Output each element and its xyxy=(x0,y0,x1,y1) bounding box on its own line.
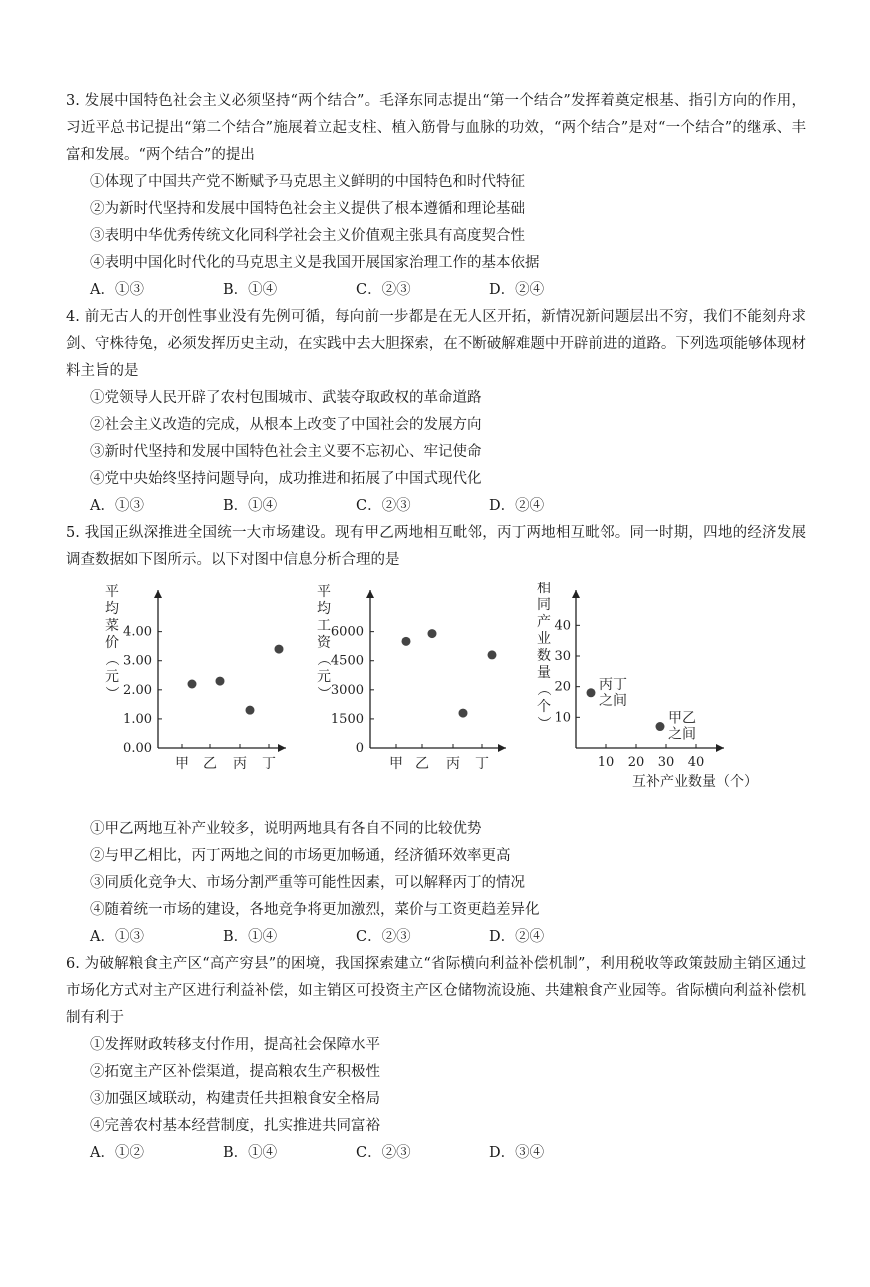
question-text: 前无古人的开创性事业没有先例可循，每向前一步都是在无人区开拓，新情况新问题层出不穷，我们不能刻舟求剑、守株待兔，必须发挥历史主动，在实践中去大胆探索，在不断破解难题中开辟前进的道路。下列选项能够体现材料主旨的是 xyxy=(66,309,807,379)
question-6 xyxy=(66,951,806,1167)
answer-choices xyxy=(66,493,806,520)
industry-chart-ylabel-char: 数 xyxy=(537,648,551,664)
price-chart-y-tick-label: 0.00 xyxy=(123,741,152,756)
industry-chart-point-label: 之间 xyxy=(599,692,627,709)
industry-chart-ylabel-char: 量 xyxy=(537,665,551,681)
industry-chart-x-tick-label: 40 xyxy=(687,755,705,770)
wage-chart-x-tick-label: 乙 xyxy=(415,756,429,772)
price-chart-point xyxy=(246,706,255,715)
choice-d[interactable]: D．②④ xyxy=(489,929,545,945)
question-4 xyxy=(66,304,806,520)
wage-chart-ylabel-char: ） xyxy=(315,686,331,700)
wage-chart-y-tick-label: 1500 xyxy=(330,711,364,727)
choice-c[interactable]: C．②③ xyxy=(356,498,411,514)
option-2: ②社会主义改造的完成，从根本上改变了中国社会的发展方向 xyxy=(90,417,482,433)
wage-chart-y-tick-label: 0 xyxy=(355,741,364,756)
wage-chart-y-tick-label: 3000 xyxy=(330,682,364,698)
price-chart-ylabel-char: 平 xyxy=(105,584,119,600)
wage-chart-y-tick-label: 4500 xyxy=(330,653,364,669)
wage-chart-x-tick-label: 丙 xyxy=(446,756,460,772)
price-chart-x-arrow xyxy=(278,744,286,752)
option-2: ②与甲乙相比，丙丁两地之间的市场更加畅通，经济循环效率更高 xyxy=(90,848,511,864)
question-number: 5. xyxy=(66,525,80,541)
industry-chart-ylabel-char: 相 xyxy=(537,582,551,596)
option-3: ③新时代坚持和发展中国特色社会主义要不忘初心、牢记使命 xyxy=(90,444,482,460)
price-chart-point xyxy=(216,677,225,686)
choice-a[interactable]: A．①② xyxy=(90,1145,144,1161)
price-chart-ylabel-char: ） xyxy=(103,686,119,700)
choice-c[interactable]: C．②③ xyxy=(356,929,411,945)
industry-chart-x-tick-label: 10 xyxy=(597,755,615,770)
industry-chart-y-tick-label: 10 xyxy=(554,710,571,726)
industry-chart-ylabel-char: （ xyxy=(535,682,551,696)
wage-chart-x-tick-label: 甲 xyxy=(389,756,403,772)
option-4: ④党中央始终坚持问题导向，成功推进和拓展了中国式现代化 xyxy=(90,471,482,487)
question-number: 3. xyxy=(66,93,80,109)
wage-chart-ylabel-char: 工 xyxy=(317,618,331,634)
price-chart-point xyxy=(188,680,197,689)
industry-chart-point xyxy=(587,688,596,697)
industry-chart-ylabel-char: 同 xyxy=(537,597,551,613)
industry-chart-point-label: 丙丁 xyxy=(599,676,627,693)
exam-page xyxy=(66,88,806,1167)
choice-b[interactable]: B．①④ xyxy=(223,282,278,298)
price-chart-y-tick-label: 2.00 xyxy=(123,682,152,698)
option-3: ③表明中华优秀传统文化同科学社会主义价值观主张具有高度契合性 xyxy=(90,228,525,244)
price-chart-x-tick-label: 丁 xyxy=(262,756,276,772)
industry-chart-ylabel-char: 个 xyxy=(537,699,551,715)
option-1: ①甲乙两地互补产业较多，说明两地具有各自不同的比较优势 xyxy=(90,821,482,837)
choice-d[interactable]: D．②④ xyxy=(489,282,545,298)
price-chart-point xyxy=(275,645,284,654)
industry-chart-point xyxy=(656,722,665,731)
price-chart-ylabel-char: （ xyxy=(103,652,119,666)
industry-chart-ylabel-char: 产 xyxy=(537,614,551,630)
industry-chart-y-tick-label: 20 xyxy=(554,679,571,695)
price-chart-y-tick-label: 3.00 xyxy=(123,653,152,669)
industry-chart-point-label: 甲乙 xyxy=(668,710,696,727)
choice-d[interactable]: D．③④ xyxy=(489,1145,545,1161)
option-1: ①党领导人民开辟了农村包围城市、武装夺取政权的革命道路 xyxy=(90,390,482,406)
price-chart-ylabel-char: 元 xyxy=(105,669,119,685)
industry-chart-point-label: 之间 xyxy=(668,726,696,743)
wage-chart-ylabel-char: 元 xyxy=(317,669,331,685)
choice-b[interactable]: B．①④ xyxy=(223,929,278,945)
wage-chart-y-arrow xyxy=(366,590,374,598)
industry-chart-x-tick-label: 20 xyxy=(627,755,645,770)
choice-c[interactable]: C．②③ xyxy=(356,282,411,298)
wage-chart-point xyxy=(488,650,497,659)
choice-a[interactable]: A．①③ xyxy=(90,929,144,945)
question-text: 为破解粮食主产区“高产穷县”的困境，我国探索建立“省际横向利益补偿机制”，利用税收等政策鼓励主销区通过市场化方式对主产区进行利益补偿，如主销区可投资主产区仓储物流设施、共建粮食产业园等。省际横向利益补偿机制有利于 xyxy=(66,956,807,1026)
choice-b[interactable]: B．①④ xyxy=(223,1145,278,1161)
question-text: 发展中国特色社会主义必须坚持“两个结合”。毛泽东同志提出“第一个结合”发挥着奠定根基、指引方向的作用，习近平总书记提出“第二个结合”施展着立起支柱、植入筋骨与血脉的功效，“两个结合”是对“一个结合”的继承、丰富和发展。“两个结合”的提出 xyxy=(66,93,807,163)
wage-chart-x-tick-label: 丁 xyxy=(475,756,489,772)
question-number: 6. xyxy=(66,956,80,972)
question-stem xyxy=(66,88,806,169)
wage-chart-y-tick-label: 6000 xyxy=(330,624,364,640)
answer-choices xyxy=(66,1140,806,1167)
industry-chart-ylabel-char: 业 xyxy=(537,631,551,647)
price-chart-x-tick-label: 乙 xyxy=(203,756,217,772)
question-5 xyxy=(66,520,806,951)
option-4: ④随着统一市场的建设，各地竞争将更加激烈，菜价与工资更趋差异化 xyxy=(90,902,540,918)
industry-chart-x-arrow xyxy=(716,744,724,752)
industry-chart-x-label: 互补产业数量（个） xyxy=(632,774,758,790)
price-chart-x-tick-label: 丙 xyxy=(233,756,247,772)
option-2: ②为新时代坚持和发展中国特色社会主义提供了根本遵循和理论基础 xyxy=(90,201,525,217)
industry-chart-y-tick-label: 40 xyxy=(554,618,571,634)
option-3: ③加强区域联动，构建责任共担粮食安全格局 xyxy=(90,1091,380,1107)
survey-charts xyxy=(66,582,806,810)
question-3 xyxy=(66,88,806,304)
price-chart-y-arrow xyxy=(154,590,162,598)
choice-a[interactable]: A．①③ xyxy=(90,282,144,298)
choice-a[interactable]: A．①③ xyxy=(90,498,144,514)
wage-chart-ylabel-char: （ xyxy=(315,652,331,666)
answer-choices xyxy=(66,277,806,304)
price-chart-x-tick-label: 甲 xyxy=(175,756,189,772)
price-chart-ylabel-char: 均 xyxy=(105,601,119,617)
wage-chart-point xyxy=(459,709,468,718)
price-chart-y-tick-label: 1.00 xyxy=(123,711,152,727)
choice-b[interactable]: B．①④ xyxy=(223,498,278,514)
option-4: ④表明中国化时代化的马克思主义是我国开展国家治理工作的基本依据 xyxy=(90,255,540,271)
price-chart-ylabel-char: 价 xyxy=(105,635,119,651)
price-chart-ylabel-char: 菜 xyxy=(105,618,119,634)
question-stem xyxy=(66,520,806,574)
question-stem xyxy=(66,951,806,1032)
option-1: ①体现了中国共产党不断赋予马克思主义鲜明的中国特色和时代特征 xyxy=(90,174,525,190)
question-stem xyxy=(66,304,806,385)
price-chart-y-tick-label: 4.00 xyxy=(123,624,152,640)
question-text: 我国正纵深推进全国统一大市场建设。现有甲乙两地相互毗邻，丙丁两地相互毗邻。同一时期，四地的经济发展调查数据如下图所示。以下对图中信息分析合理的是 xyxy=(66,525,807,568)
charts-svg xyxy=(66,582,806,810)
option-2: ②拓宽主产区补偿渠道，提高粮农生产积极性 xyxy=(90,1064,380,1080)
wage-chart-point xyxy=(428,629,437,638)
wage-chart-ylabel-char: 资 xyxy=(317,635,331,651)
choice-d[interactable]: D．②④ xyxy=(489,498,545,514)
industry-chart-ylabel-char: ） xyxy=(535,716,551,730)
industry-chart-y-tick-label: 30 xyxy=(554,649,571,664)
wage-chart-x-arrow xyxy=(498,744,506,752)
option-3: ③同质化竞争大、市场分割严重等可能性因素，可以解释丙丁的情况 xyxy=(90,875,525,891)
question-number: 4. xyxy=(66,309,80,325)
industry-chart-y-arrow xyxy=(572,590,580,598)
choice-c[interactable]: C．②③ xyxy=(356,1145,411,1161)
wage-chart-ylabel-char: 平 xyxy=(317,584,331,600)
wage-chart-ylabel-char: 均 xyxy=(317,601,331,617)
answer-choices xyxy=(66,924,806,951)
option-4: ④完善农村基本经营制度，扎实推进共同富裕 xyxy=(90,1118,380,1134)
industry-chart-x-tick-label: 30 xyxy=(657,755,675,770)
wage-chart-point xyxy=(402,637,411,646)
option-1: ①发挥财政转移支付作用，提高社会保障水平 xyxy=(90,1037,380,1053)
